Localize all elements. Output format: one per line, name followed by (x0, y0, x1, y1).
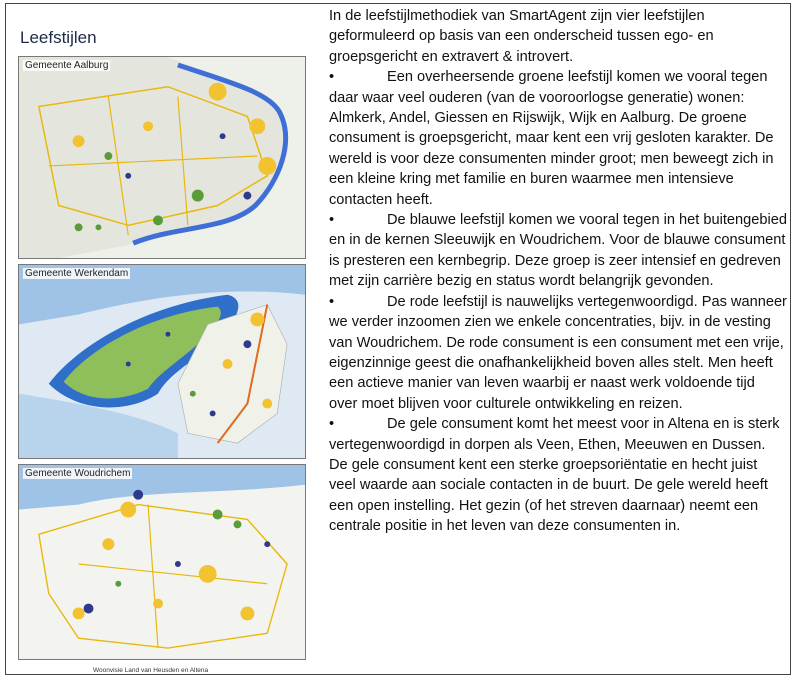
bullet-green (329, 67, 787, 210)
bullet-blue (329, 210, 787, 292)
map-aalburg (18, 56, 306, 259)
map-aalburg-label: Gemeente Aalburg (25, 60, 109, 71)
maps-title: Leefstijlen (20, 28, 97, 47)
bullet-symbol: • (329, 212, 335, 229)
body-text (329, 6, 787, 537)
bullet-yellow (329, 414, 787, 536)
bullet-text: De gele consument komt het meest voor in Altena en is sterk vertegenwoordigd in dorpen als Veen, Ethen, Meeuwen en Dussen. De gele consument kent een sterke groepsoriëntatie en hecht juist veel waarde aan sociale contacten in de buurt. De gele wereld heeft een open instelling. Het gezin (of het streven daarnaar) neemt een centrale positie in het leven van deze consumenten in. (329, 416, 780, 535)
bullet-symbol: • (329, 69, 335, 86)
map-werkendam-graphic (19, 265, 305, 458)
bullet-red (329, 292, 787, 414)
bullet-text: Een overheersende groene leefstijl komen we vooral tegen daar waar veel ouderen (van de vooroorlogse generatie) wonen: Almkerk, Andel, Giessen en Rijswijk, Wijk en Aalburg. De groene consument is groepsgericht, maar kent een vrij gesloten karakter. De wereld is voor deze consumenten minder groot; men beweegt zich in een kleine kring met familie en buren waarmee men intensieve contacten heeft. (329, 69, 774, 208)
map-woudrichem-graphic (19, 465, 305, 659)
intro-paragraph: In de leefstijlmethodiek van SmartAgent zijn vier leefstijlen geformuleerd op basis van een onderscheid tussen ego- en groepsgericht en extravert & introvert. (329, 8, 714, 65)
map-aalburg-graphic (19, 57, 305, 258)
bullet-symbol: • (329, 293, 335, 310)
maps-column (8, 8, 308, 674)
bullet-text: De blauwe leefstijl komen we vooral tegen in het buitengebied en in de kernen Sleeuwijk en Woudrichem. Voor de blauwe consument is presteren een kernbegrip. Deze groep is zeer intensief en gedreven met zijn carrière bezig en status wordt belangrijk gevonden. (329, 212, 787, 290)
map-woudrichem (18, 464, 306, 660)
map-werkendam (18, 264, 306, 459)
map-woudrichem-label: Gemeente Woudrichem (25, 468, 131, 479)
bullet-symbol: • (329, 416, 335, 433)
maps-caption: Woonvisie Land van Heusden en Altena (93, 667, 209, 674)
bullet-text: De rode leefstijl is nauwelijks vertegenwoordigd. Pas wanneer we verder inzoomen zien we enkele concentraties, bijv. in de vesting van Woudrichem. De rode consument is een consument met een vrije, eigenzinnige geest die onafhankelijkheid boven alles stelt. Men heeft een actieve manier van leven waarbij er naast werk voldoende tijd over moet blijven voor culturele ontwikkeling en reizen. (329, 293, 787, 412)
map-werkendam-label: Gemeente Werkendam (25, 268, 129, 279)
